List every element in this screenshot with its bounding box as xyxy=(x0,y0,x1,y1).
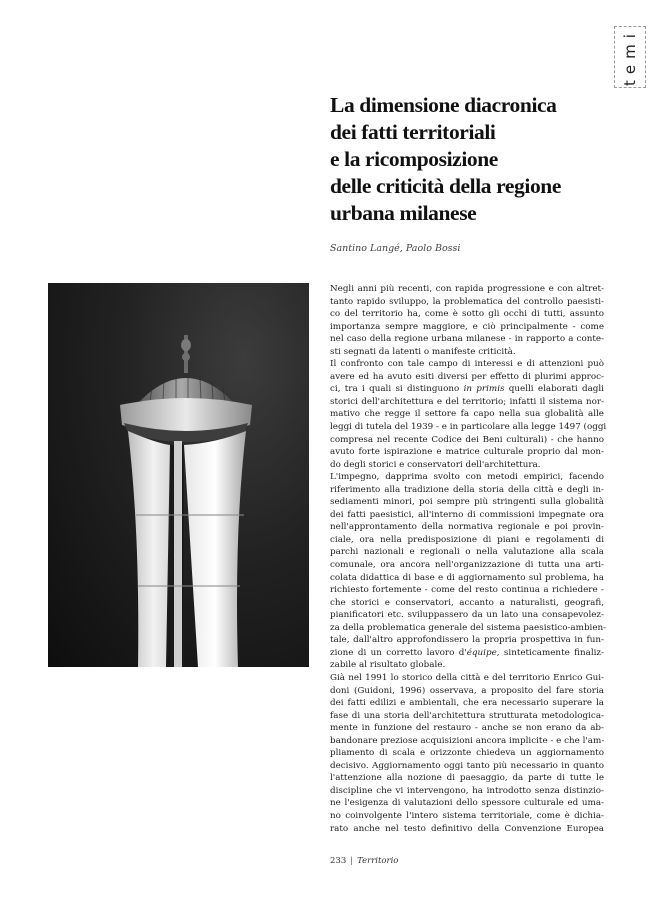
footer-separator: | xyxy=(350,856,354,866)
body-line: fase di una storia dell'architettura strutturata metodologica- xyxy=(330,710,604,721)
tower-illustration xyxy=(48,283,309,667)
body-line: l'attenzione alla nozione di paesaggio, da parte di tutte le xyxy=(330,773,604,784)
body-line: pianificatori etc. sviluppassero da un lato una consapevolez- xyxy=(330,610,604,621)
body-line: colata didattica di base e di aggiornamento sul problema, ha xyxy=(330,572,604,583)
body-line: doni (Guidoni, 1996) osservava, a proposito del fare storia xyxy=(330,685,604,696)
tower-finial xyxy=(181,335,191,373)
tower-dome xyxy=(140,378,232,401)
page-footer xyxy=(330,856,398,866)
body-line-part: , sinteticamente finaliz- xyxy=(496,647,604,658)
body-line: nell'approntamento della normativa regionale e poi provin- xyxy=(330,522,604,533)
tower-right-leg xyxy=(184,431,246,667)
body-line: importanza sempre maggiore, e ciò principalmente - come xyxy=(330,321,604,332)
page-number: 233 xyxy=(330,856,347,866)
body-line: mativo che regge il settore fa capo nella sua globalità alle xyxy=(330,409,604,420)
body-line-part: quelli elaborati dagli xyxy=(504,384,604,395)
body-line: dei fatti edilizi e ambientali, che era necessario superare la xyxy=(330,698,604,709)
body-line: nel caso della regione urbana milanese - in rapporto a conte- xyxy=(330,334,604,345)
body-line: pliamento di scala e orizzonte chiedeva un aggiornamento xyxy=(330,748,604,759)
section-tab-label: temi xyxy=(621,28,639,86)
body-line: do degli storici e conservatori dell'architettura. xyxy=(330,459,541,470)
body-line: tanto rapido sviluppo, la problematica del controllo paesisti- xyxy=(330,296,604,307)
body-line-mixed xyxy=(330,647,604,660)
body-line: decisivo. Aggiornamento oggi tanto più necessario in quanto xyxy=(330,760,604,771)
body-line: Il confronto con tale campo di interessi e di attenzioni può xyxy=(330,359,604,370)
section-tab xyxy=(614,26,646,88)
body-line: discipline che vi intervengono, ha introdotto senza distinzio- xyxy=(330,785,604,796)
body-line: riferimento alla tradizione della storia della città e degli in- xyxy=(330,484,604,495)
body-line: zabile al risultato globale. xyxy=(330,660,446,671)
body-line-part: ci, tra i quali si distinguono xyxy=(330,384,464,395)
body-line: tale, dall'altro approfondissero la propria prospettiva in fun- xyxy=(330,635,604,646)
body-line: Negli anni più recenti, con rapida progressione e con altret- xyxy=(330,284,604,294)
italic-term-in-primis: in primis xyxy=(463,384,505,395)
italic-term-equipe: équipe xyxy=(466,647,497,658)
body-line: no coinvolgente l'intero sistema territoriale, come è dichia- xyxy=(330,810,604,821)
title-line-2: dei fatti territoriali xyxy=(330,120,496,144)
tower-left-leg xyxy=(128,431,170,667)
body-line: sediamenti minori, poi sempre più stringenti sulla globalità xyxy=(330,497,604,508)
body-line: leggi di tutela del 1939 - e in particolare alla legge 1497 (oggi xyxy=(330,422,607,433)
body-line: L'impegno, dapprima svolto con metodi empirici, facendo xyxy=(330,472,604,483)
body-line: rato anche nel testo definitivo della Convenzione Europea xyxy=(330,823,604,834)
body-line: co del territorio ha, come è sotto gli occhi di tutti, assunto xyxy=(330,309,604,320)
body-line: ne l'esigenza di valutazioni dello spessore culturale ed uma- xyxy=(330,798,604,809)
body-line: Già nel 1991 lo storico della città e del territorio Enrico Gui- xyxy=(330,672,604,683)
body-line: za della problematica generale del sistema paesistico-ambien- xyxy=(330,622,607,633)
body-line: storici dell'architettura e del territorio; infatti il sistema nor- xyxy=(330,396,604,407)
body-line: sti segnati da latenti o manifeste criticità. xyxy=(330,346,516,357)
tower-photo xyxy=(48,283,309,667)
body-line: compresa nel recente Codice dei Beni culturali) - che hanno xyxy=(330,434,604,445)
body-line: ciale, ora nella predisposizione di piani e regolamenti di xyxy=(330,534,604,545)
title-line-1: La dimensione diacronica xyxy=(330,93,557,117)
magazine-name: Territorio xyxy=(357,856,399,866)
body-line: richiesto fortemente - come del resto continua a richiedere - xyxy=(330,585,604,596)
body-line: bandonare preziose acquisizioni ancora implicite - e che l'am- xyxy=(330,735,605,746)
article-title xyxy=(330,92,620,227)
body-line: parchi nazionali e regionali o nella valutazione alla scala xyxy=(330,547,604,558)
title-line-3: e la ricomposizione xyxy=(330,147,498,171)
body-line: comunale, ora ancora nell'organizzazione di tutta una arti- xyxy=(330,560,604,571)
body-line: avere ed ha avuto esiti diversi per effetto di plurimi approc- xyxy=(330,371,604,382)
body-line-mixed xyxy=(330,383,604,396)
body-line-part: zione di un corretto lavoro d' xyxy=(330,647,467,658)
body-line: dei fatti paesistici, all'interno di commissioni impegnate ora xyxy=(330,509,604,520)
title-line-5: urbana milanese xyxy=(330,201,477,225)
body-line: che storici e conservatori, accanto a naturalisti, geografi, xyxy=(330,597,604,608)
body-line: mente in funzione del restauro - anche se non erano da ab- xyxy=(330,723,604,734)
body-line: avuto forte ispirazione e matrice culturale proprio dal mon- xyxy=(330,447,604,458)
title-line-4: delle criticità della regione xyxy=(330,174,561,198)
article-body xyxy=(330,283,607,835)
article-authors: Santino Langé, Paolo Bossi xyxy=(330,243,461,254)
